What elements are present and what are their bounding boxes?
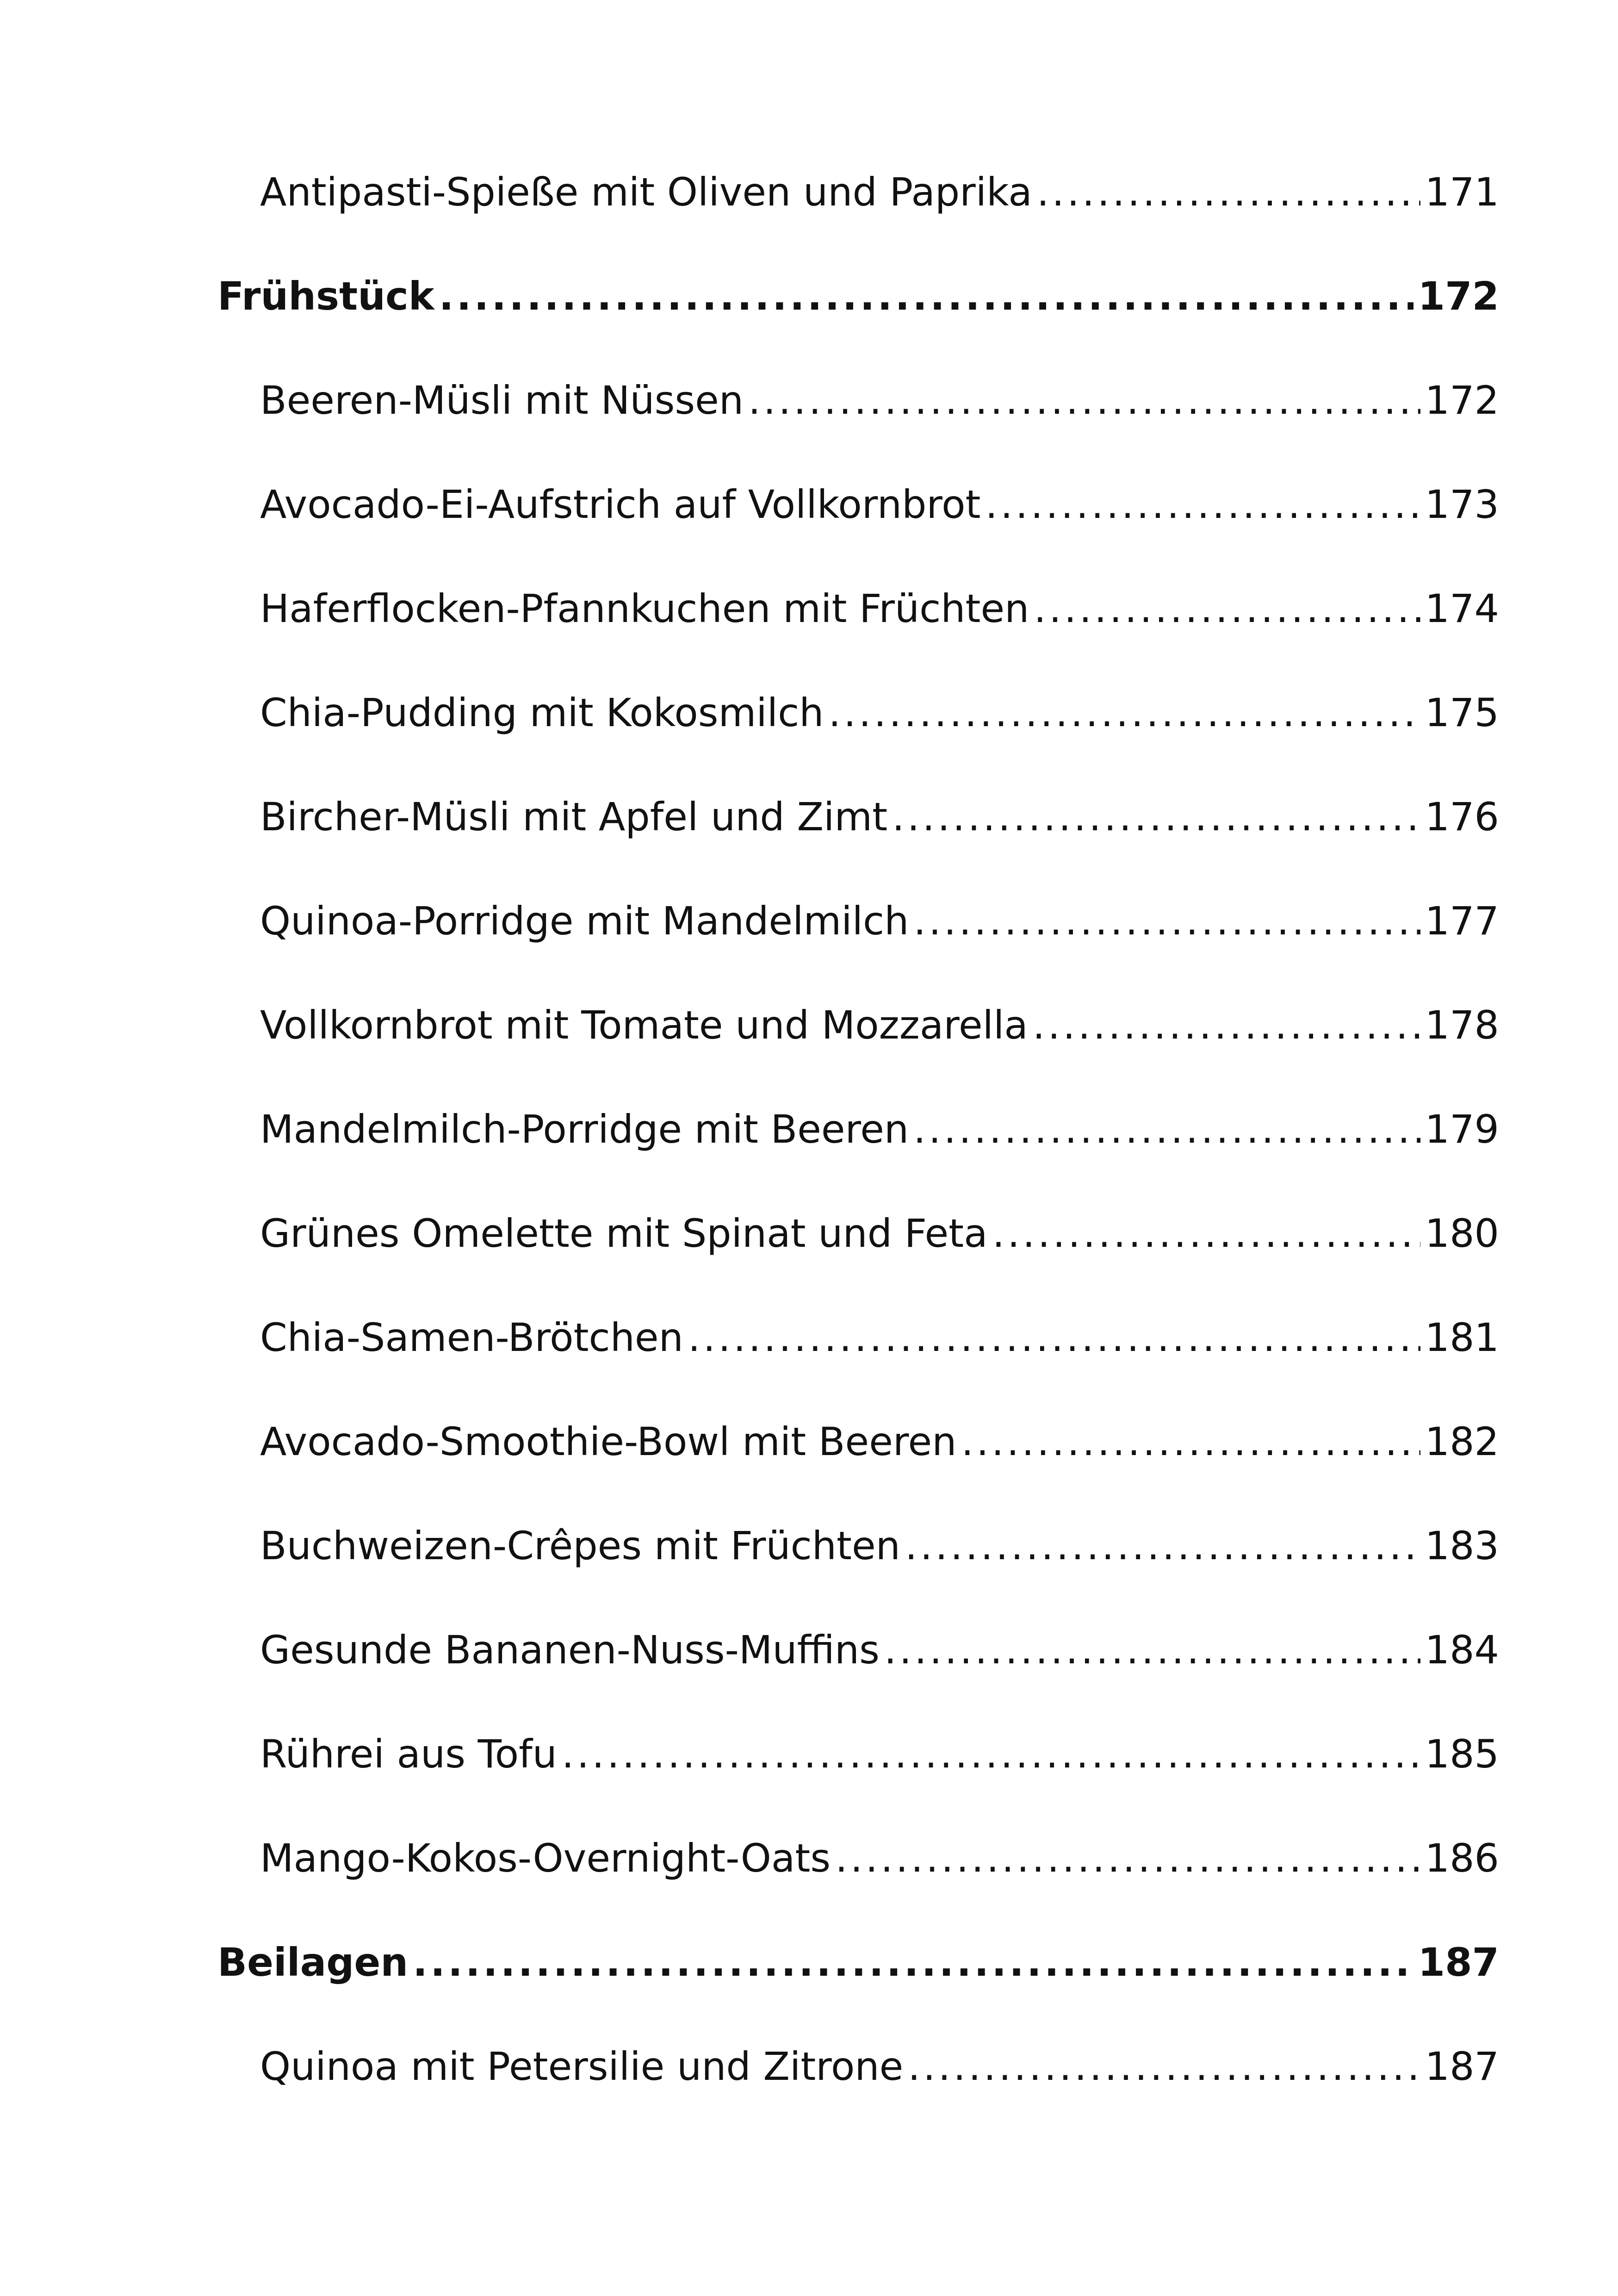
toc-entry <box>217 1828 1499 1888</box>
toc-section-heading <box>217 266 1499 326</box>
toc-entry-page: 178 <box>1425 1002 1499 1048</box>
toc-entry-page: 176 <box>1425 794 1499 840</box>
toc-entry <box>217 1099 1499 1159</box>
toc-dot-leader <box>913 1099 1420 1159</box>
toc-entry <box>217 683 1499 743</box>
toc-entry-page: 180 <box>1425 1211 1499 1256</box>
toc-entry <box>217 995 1499 1055</box>
toc-dot-leader <box>748 370 1420 430</box>
toc-entry-title: Chia-Pudding mit Kokosmilch <box>260 690 824 735</box>
toc-entry <box>217 891 1499 951</box>
toc-entry-title: Antipasti-Spieße mit Oliven und Paprika <box>260 169 1032 215</box>
toc-section-page: 172 <box>1418 274 1499 319</box>
toc-entry-title: Haferflocken-Pfannkuchen mit Früchten <box>260 586 1029 631</box>
toc-entry-page: 181 <box>1425 1315 1499 1360</box>
toc-entry-page: 179 <box>1425 1107 1499 1152</box>
toc-dot-leader <box>908 2036 1420 2097</box>
toc-entry-title: Mango-Kokos-Overnight-Oats <box>260 1836 831 1881</box>
toc-entry-page: 177 <box>1425 898 1499 944</box>
toc-entry <box>217 474 1499 535</box>
toc-dot-leader <box>688 1307 1420 1368</box>
toc-entry-title: Avocado-Ei-Aufstrich auf Vollkornbrot <box>260 482 981 527</box>
toc-entry-page: 182 <box>1425 1419 1499 1464</box>
toc-dot-leader <box>892 787 1420 847</box>
toc-entry <box>217 1724 1499 1784</box>
toc-dot-leader <box>992 1203 1420 1263</box>
toc-entry-page: 186 <box>1425 1836 1499 1881</box>
toc-entry <box>217 579 1499 639</box>
toc-entry-title: Buchweizen-Crêpes mit Früchten <box>260 1523 900 1568</box>
toc-entry-page: 174 <box>1425 586 1499 631</box>
toc-entry-title: Vollkornbrot mit Tomate und Mozzarella <box>260 1002 1028 1048</box>
toc-entry-title: Chia-Samen-Brötchen <box>260 1315 683 1360</box>
toc-entry-title: Avocado-Smoothie-Bowl mit Beeren <box>260 1419 957 1464</box>
toc-entry-page: 171 <box>1425 169 1499 215</box>
toc-entry-title: Mandelmilch-Porridge mit Beeren <box>260 1107 909 1152</box>
toc-entry-title: Quinoa mit Petersilie und Zitrone <box>260 2044 904 2089</box>
toc-entry <box>217 1203 1499 1263</box>
toc-entry <box>217 1516 1499 1576</box>
toc-dot-leader <box>1037 162 1420 222</box>
toc-dot-leader <box>905 1516 1420 1576</box>
toc-dot-leader <box>913 891 1420 951</box>
toc-dot-leader <box>413 1932 1413 1992</box>
toc-dot-leader <box>829 683 1420 743</box>
toc-section-heading <box>217 1932 1499 1992</box>
toc-dot-leader <box>439 266 1413 326</box>
toc-entry <box>217 1412 1499 1472</box>
toc-entry <box>217 370 1499 430</box>
toc-entry-page: 185 <box>1425 1731 1499 1777</box>
toc-section-title: Frühstück <box>217 274 434 319</box>
toc-entry-title: Beeren-Müsli mit Nüssen <box>260 378 744 423</box>
toc-entry-page: 184 <box>1425 1627 1499 1673</box>
toc-dot-leader <box>562 1724 1420 1784</box>
toc-entry-page: 183 <box>1425 1523 1499 1568</box>
toc-entry <box>217 1620 1499 1680</box>
toc-entry-title: Quinoa-Porridge mit Mandelmilch <box>260 898 909 944</box>
toc-entry <box>217 2036 1499 2097</box>
toc-entry-title: Grünes Omelette mit Spinat und Feta <box>260 1211 988 1256</box>
toc-dot-leader <box>985 474 1420 535</box>
toc-dot-leader <box>1034 579 1420 639</box>
toc-dot-leader <box>835 1828 1420 1888</box>
toc-entry <box>217 162 1499 222</box>
toc-entry-page: 173 <box>1425 482 1499 527</box>
toc-entry <box>217 787 1499 847</box>
toc-section-page: 187 <box>1418 1940 1499 1985</box>
toc-entry-title: Gesunde Bananen-Nuss-Muffins <box>260 1627 880 1673</box>
toc-dot-leader <box>961 1412 1420 1472</box>
toc-entry-page: 187 <box>1425 2044 1499 2089</box>
toc-entry-page: 172 <box>1425 378 1499 423</box>
toc-entry-title: Rührei aus Tofu <box>260 1731 557 1777</box>
toc-dot-leader <box>884 1620 1420 1680</box>
toc-entry-page: 175 <box>1425 690 1499 735</box>
toc-section-title: Beilagen <box>217 1940 409 1985</box>
toc-dot-leader <box>1033 995 1420 1055</box>
toc-entry-title: Bircher-Müsli mit Apfel und Zimt <box>260 794 888 840</box>
toc-entry <box>217 1307 1499 1368</box>
